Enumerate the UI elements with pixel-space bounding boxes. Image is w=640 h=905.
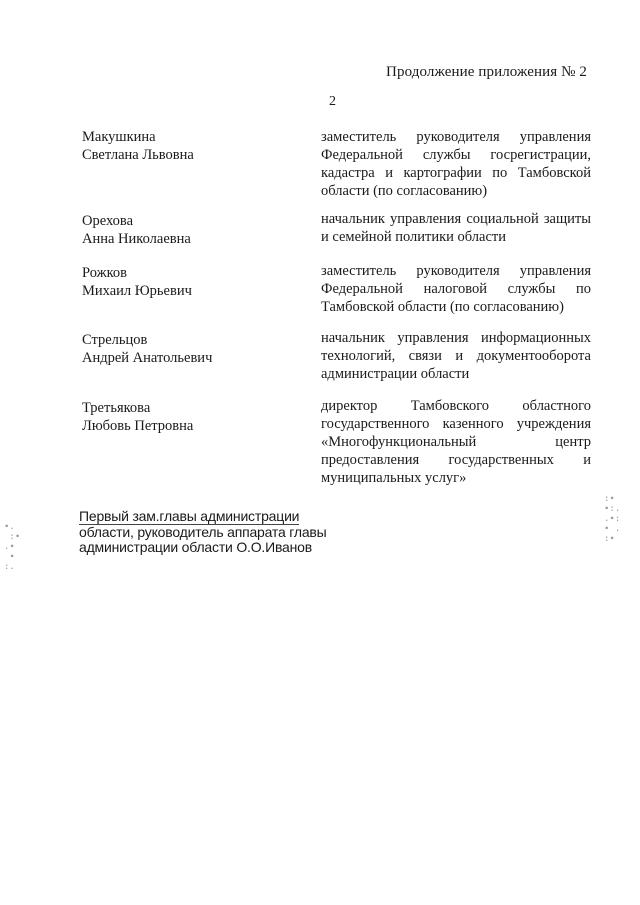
given-names: Светлана Львовна [82, 147, 194, 163]
surname: Рожков [82, 265, 128, 281]
scan-noise-right: :∙ ∙:. .∙: ∙ . :∙ [604, 494, 621, 544]
given-names: Андрей Анатольевич [82, 350, 213, 366]
surname: Макушкина [82, 129, 156, 145]
person-name [82, 264, 282, 300]
signatory-title-line1-text: Первый зам.главы администрации [79, 508, 300, 524]
page-number: 2 [329, 94, 336, 109]
signature-block [79, 509, 327, 555]
given-names: Анна Николаевна [82, 231, 191, 247]
signatory-title-line1 [79, 509, 327, 525]
person-name [82, 212, 282, 248]
surname: Стрельцов [82, 332, 148, 348]
position-description: начальник управления информационных технологий, связи и документооборота администрации области [321, 330, 591, 382]
signatory-title-line3: администрации области О.О.Иванов [79, 539, 312, 555]
given-names: Любовь Петровна [82, 418, 194, 434]
person-name [82, 399, 282, 435]
scan-noise-left: ∙. :∙ .∙ ∙ :. [4, 522, 21, 572]
given-names: Михаил Юрьевич [82, 283, 192, 299]
surname: Третьякова [82, 400, 151, 416]
position-description: заместитель руководителя управления Федеральной налоговой службы по Тамбовской области (по согласованию) [321, 263, 591, 315]
position-description: заместитель руководителя управления Федеральной службы госрегистрации, кадастра и картографии по Тамбовской области (по согласованию) [321, 129, 591, 199]
appendix-continuation-label: Продолжение приложения № 2 [386, 64, 587, 80]
person-name [82, 128, 282, 164]
surname: Орехова [82, 213, 134, 229]
position-description: директор Тамбовского областного государственного казенного учреждения «Многофункциональный центр предоставления государственных и муниципальных услуг» [321, 398, 591, 486]
signatory-title-line2: области, руководитель аппарата главы [79, 524, 327, 540]
position-description: начальник управления социальной защиты и семейной политики области [321, 211, 591, 245]
person-name [82, 331, 282, 367]
